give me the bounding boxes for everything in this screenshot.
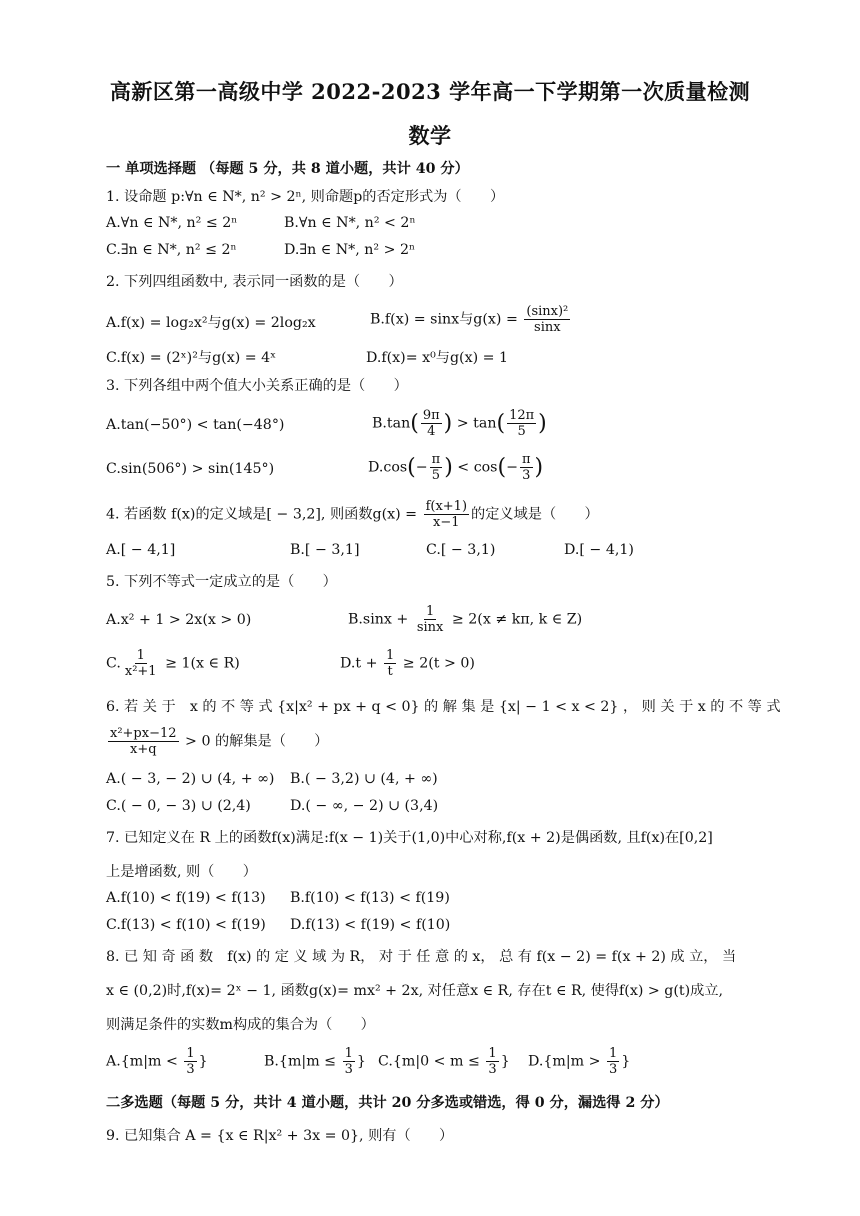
q1-option-c: C.∃n ∈ N*, n² ≤ 2ⁿ xyxy=(106,242,237,258)
q3-b-paren-close-2: ) xyxy=(538,411,547,436)
q3-b-num-2: 12π xyxy=(509,408,535,423)
q5-d-denominator: t xyxy=(387,664,393,679)
q3-option-a: A.tan(−50°) < tan(−48°) xyxy=(106,417,285,433)
q9-stem: 9. 已知集合 A = {x ∈ R|x² + 3x = 0}, 则有（ ） xyxy=(106,1128,454,1144)
q3-d-den-2: 3 xyxy=(522,468,531,483)
q6-stem: 6. 若 关 于 x 的 不 等 式 {x|x² + px + q < 0} 的 解 集 是 {x| − 1 < x < 2} ， 则 关 于 x 的 不 等 式 xyxy=(106,699,781,715)
q7-option-d: D.f(13) < f(19) < f(10) xyxy=(290,917,451,933)
q5-b-denominator: sinx xyxy=(416,620,444,635)
q8-d-numerator: 1 xyxy=(609,1046,618,1061)
q5-b-fraction xyxy=(415,604,446,635)
q8-c-fraction xyxy=(486,1046,498,1077)
q2-b-numerator: (sinx)² xyxy=(526,304,569,319)
q3-d-pre: D.cos xyxy=(368,459,408,476)
q4-option-d: D.[ − 4,1) xyxy=(564,542,634,558)
q3-d-paren-close: ) xyxy=(444,455,453,480)
q4-fraction xyxy=(424,499,469,530)
subject-title: 数学 xyxy=(408,123,452,148)
q3-d-fraction-2 xyxy=(520,452,533,483)
q1-option-a: A.∀n ∈ N*, n² ≤ 2ⁿ xyxy=(106,215,238,231)
q2-option-b xyxy=(370,304,572,335)
q3-option-b xyxy=(372,408,547,439)
q7-option-c: C.f(13) < f(10) < f(19) xyxy=(106,917,266,933)
q4-option-a: A.[ − 4,1] xyxy=(106,542,176,558)
q5-option-b xyxy=(348,604,582,635)
q6-option-a: A.( − 3, − 2) ∪ (4, + ∞) xyxy=(106,771,275,787)
q8-c-numerator: 1 xyxy=(488,1046,497,1061)
q7-stem-line2: 上是增函数, 则（ ） xyxy=(106,864,257,880)
q5-d-post: ≥ 2(t > 0) xyxy=(398,655,475,672)
q8-stem-line3: 则满足条件的实数m构成的集合为（ ） xyxy=(106,1017,375,1033)
q3-b-fraction-2 xyxy=(507,408,536,439)
q2-option-c: C.f(x) = (2ˣ)²与g(x) = 4ˣ xyxy=(106,350,277,366)
q3-d-paren-close-2: ) xyxy=(534,455,544,480)
q5-d-numerator: 1 xyxy=(386,648,395,663)
q8-b-close: } xyxy=(356,1053,366,1070)
q4-stem-pre: 4. 若函数 f(x)的定义域是[ − 3,2], 则函数g(x) = xyxy=(106,506,422,523)
q3-d-num-1: π xyxy=(431,452,441,467)
q8-d-fraction xyxy=(607,1046,619,1077)
q8-stem: 8. 已 知 奇 函 数 f(x) 的 定 义 域 为 R， 对 于 任 意 的 x， 总 有 f(x − 2) = f(x + 2) 成 立， 当 xyxy=(106,949,737,965)
q6-option-c: C.( − 0, − 3) ∪ (2,4) xyxy=(106,798,251,814)
q3-b-den-2: 5 xyxy=(517,424,526,439)
q3-option-d: D.cos(− $\frac{\pi}{5}$ ) < cos(− $\frac{\pi}{3}$ ) xyxy=(368,452,544,483)
q6-stem-post: > 0 的解集是（ ） xyxy=(180,733,329,750)
q6-denominator: x+q xyxy=(129,742,157,757)
q2-option-b-fraction xyxy=(524,304,570,335)
q4-denominator: x−1 xyxy=(433,515,460,530)
q6-option-b: B.( − 3,2) ∪ (4, + ∞) xyxy=(290,771,438,787)
q3-d-num-2: π xyxy=(521,452,531,467)
q3-b-paren-open-2: ( xyxy=(496,411,506,436)
q5-c-post: ≥ 1(x ∈ R) xyxy=(160,655,240,672)
q8-a-fraction xyxy=(184,1046,196,1077)
q8-b-denominator: 3 xyxy=(344,1062,353,1077)
q5-b-post: ≥ 2(x ≠ kπ, k ∈ Z) xyxy=(447,611,583,628)
q2-option-b-text: B.f(x) = sinx与g(x) = xyxy=(370,311,523,328)
q5-option-d xyxy=(340,648,475,679)
q8-option-b xyxy=(264,1046,366,1077)
q8-a-pre: A.{m|m < xyxy=(106,1053,183,1070)
q8-option-c xyxy=(378,1046,510,1077)
exam-title: 高新区第一高级中学 2022-2023 学年高一下学期第一次质量检测 xyxy=(109,79,751,104)
q3-d-mid: < cos xyxy=(452,459,498,476)
section1-heading: 一 单项选择题 （每题 5 分，共 8 道小题，共计 40 分） xyxy=(106,161,469,177)
q5-option-a: A.x² + 1 > 2x(x > 0) xyxy=(106,612,252,628)
q3-b-mid: > tan xyxy=(452,415,497,432)
q8-c-close: } xyxy=(500,1053,510,1070)
q8-a-denominator: 3 xyxy=(186,1062,195,1077)
q8-a-numerator: 1 xyxy=(186,1046,195,1061)
q6-stem-line2 xyxy=(106,726,328,757)
q8-b-pre: B.{m|m ≤ xyxy=(264,1053,341,1070)
q3-b-fraction-1 xyxy=(421,408,442,439)
q2-option-d: D.f(x)= x⁰与g(x) = 1 xyxy=(366,350,509,366)
q5-stem: 5. 下列不等式一定成立的是（ ） xyxy=(106,574,337,590)
q5-option-c xyxy=(106,648,240,679)
q8-d-pre: D.{m|m > xyxy=(528,1053,605,1070)
q4-option-b: B.[ − 3,1] xyxy=(290,542,360,558)
q5-c-pre: C. xyxy=(106,655,121,672)
q2-option-a: A.f(x) = log₂x²与g(x) = 2log₂x xyxy=(106,315,316,331)
q4-numerator: f(x+1) xyxy=(425,499,468,514)
q3-d-paren-open: ( xyxy=(407,455,416,480)
q3-b-num-1: 9π xyxy=(422,408,440,423)
q3-d-den-1: 5 xyxy=(431,468,441,483)
q4-stem-post: 的定义域是（ ） xyxy=(471,506,599,523)
q3-d-paren-open-2: ( xyxy=(497,455,507,480)
q3-b-den-1: 4 xyxy=(427,424,436,439)
q5-b-pre: B.sinx + xyxy=(348,611,413,628)
q5-c-fraction xyxy=(123,648,159,679)
q4-option-c: C.[ − 3,1) xyxy=(426,542,496,558)
q8-b-fraction xyxy=(343,1046,355,1077)
q7-option-a: A.f(10) < f(19) < f(13) xyxy=(106,890,266,906)
q8-c-pre: C.{m|0 < m ≤ xyxy=(378,1053,485,1070)
q6-numerator: x²+px−12 xyxy=(110,726,177,741)
q6-fraction xyxy=(108,726,179,757)
q8-b-numerator: 1 xyxy=(344,1046,353,1061)
q8-option-a xyxy=(106,1046,208,1077)
q2-b-denominator: sinx xyxy=(534,320,561,335)
q4-stem xyxy=(106,499,599,530)
q5-b-numerator: 1 xyxy=(425,604,435,619)
q5-c-denominator: x²+1 xyxy=(124,664,157,679)
q3-d-fraction-1 xyxy=(430,452,443,483)
q5-d-fraction xyxy=(384,648,396,679)
q3-b-pre: B.tan xyxy=(372,415,411,432)
section2-heading: 二多选题（每题 5 分，共计 4 道小题，共计 20 分多选或错选，得 0 分，漏选得 2 分） xyxy=(106,1095,669,1111)
q6-option-d: D.( − ∞, − 2) ∪ (3,4) xyxy=(290,798,439,814)
q3-b-paren-close: ) xyxy=(443,411,453,436)
q8-d-denominator: 3 xyxy=(609,1062,618,1077)
q8-d-close: } xyxy=(621,1053,631,1070)
q7-option-b: B.f(10) < f(13) < f(19) xyxy=(290,890,450,906)
q5-d-pre: D.t + xyxy=(340,655,382,672)
q3-b-paren-open: ( xyxy=(410,411,419,436)
q3-option-c: C.sin(506°) > sin(145°) xyxy=(106,461,275,477)
q1-option-b: B.∀n ∈ N*, n² < 2ⁿ xyxy=(284,215,416,231)
q5-c-numerator: 1 xyxy=(136,648,145,663)
q8-option-d xyxy=(528,1046,630,1077)
q8-c-denominator: 3 xyxy=(488,1062,497,1077)
q1-stem: 1. 设命题 p:∀n ∈ N*, n² > 2ⁿ, 则命题p的否定形式为（ ） xyxy=(106,189,505,205)
q7-stem: 7. 已知定义在 R 上的函数f(x)满足:f(x − 1)关于(1,0)中心对称,f(x + 2)是偶函数, 且f(x)在[0,2] xyxy=(106,830,713,846)
q2-stem: 2. 下列四组函数中, 表示同一函数的是（ ） xyxy=(106,274,403,290)
q1-option-d: D.∃n ∈ N*, n² > 2ⁿ xyxy=(284,242,416,258)
q3-stem: 3. 下列各组中两个值大小关系正确的是（ ） xyxy=(106,378,408,394)
q8-a-close: } xyxy=(198,1053,208,1070)
q8-stem-line2: x ∈ (0,2)时,f(x)= 2ˣ − 1, 函数g(x)= mx² + 2x, 对任意x ∈ R, 存在t ∈ R, 使得f(x) > g(t)成立, xyxy=(106,983,724,999)
